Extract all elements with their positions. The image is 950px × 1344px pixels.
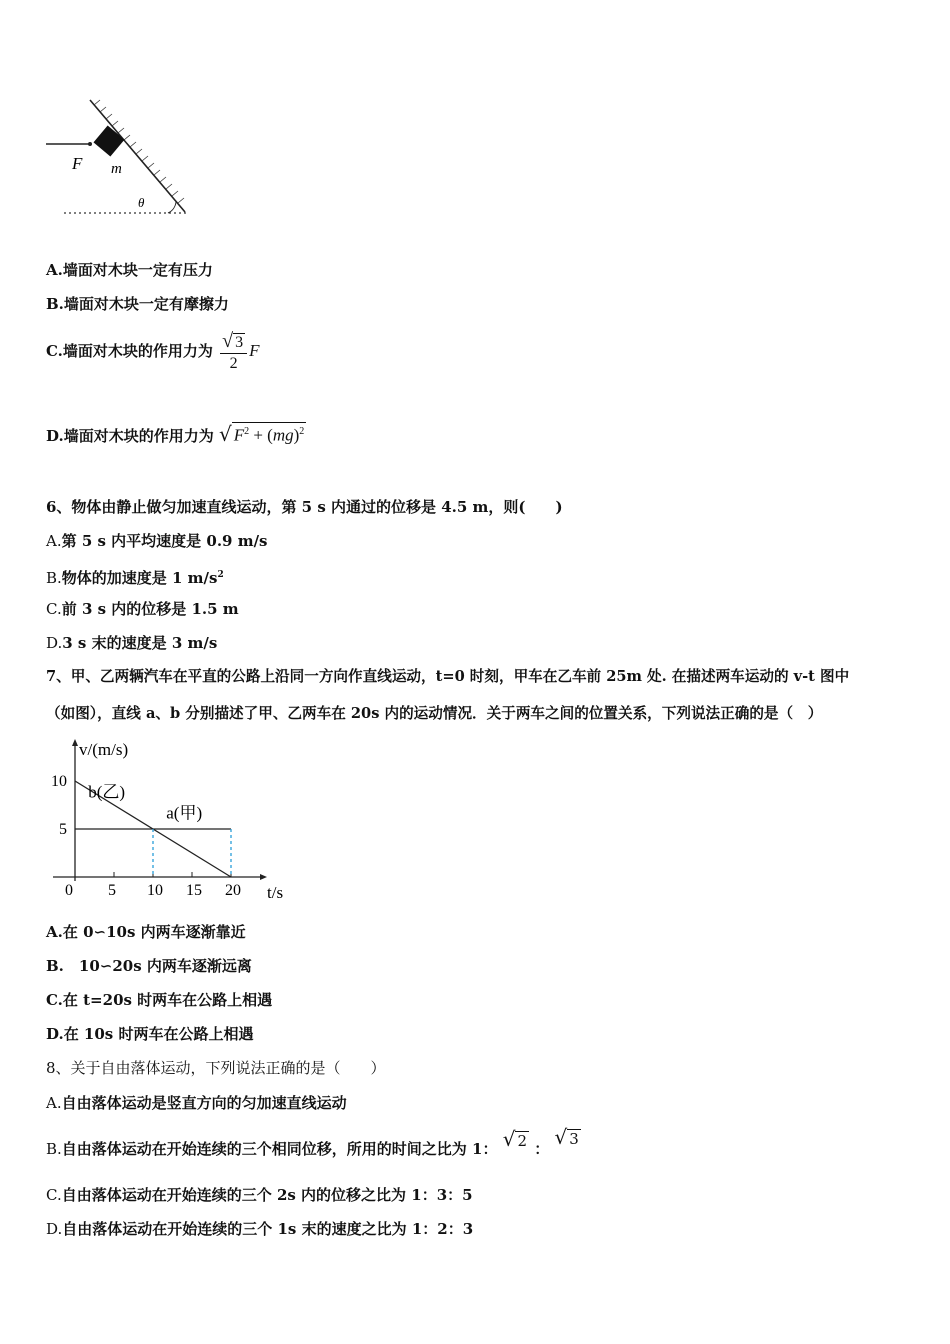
sqrt-expression: √ $F^2 + (mg)^2$ xyxy=(218,422,305,446)
x-axis-label: t/s xyxy=(267,883,284,902)
block-m xyxy=(94,126,125,157)
q5-option-a[interactable]: A.墙面对木块一定有压力 xyxy=(46,261,213,279)
q8-option-a[interactable]: A.自由落体运动是竖直方向的匀加速直线运动 xyxy=(46,1094,347,1112)
q7-stem-line2: （如图），直线 a、b 分别描述了甲、乙两车在 20s 内的运动情况．关于两车之间的位置关系，下列说法正确的是（ ） xyxy=(46,705,823,722)
x-tick-label: 0 xyxy=(65,882,73,899)
fraction-sqrt3-over-2: $\frac{√ 3}{2}$ xyxy=(220,331,247,374)
angle-label: θ xyxy=(138,195,145,210)
q6-stem: 6、物体由静止做匀加速直线运动，第 5 s 内通过的位移是 4.5 m，则( ) xyxy=(46,498,563,516)
x-tick-label: 20 xyxy=(225,882,241,899)
q5-option-d[interactable]: D.墙面对木块的作用力为 √ $F^2 + (mg)^2$ xyxy=(46,422,305,446)
x-tick-label: 15 xyxy=(186,882,202,899)
x-tick-label: 10 xyxy=(147,882,163,899)
y-tick-label: 5 xyxy=(59,821,67,838)
x-tick-label: 5 xyxy=(108,882,116,899)
q7-option-d[interactable]: D.在 10s 时两车在公路上相遇 xyxy=(46,1025,254,1043)
incline-block-figure xyxy=(40,95,200,225)
q6-option-d[interactable]: D.3 s 末的速度是 3 m/s xyxy=(46,634,218,652)
q7-option-b[interactable]: B. 10∽20s 内两车逐渐远离 xyxy=(46,957,252,975)
chart-labels xyxy=(51,740,283,902)
q6-option-a[interactable]: A.第 5 s 内平均速度是 0.9 m/s xyxy=(46,532,268,550)
q7-option-c[interactable]: C.在 t=20s 时两车在公路上相遇 xyxy=(46,991,273,1009)
x-axis-arrow xyxy=(260,874,267,880)
y-axis-arrow xyxy=(72,739,78,746)
series-label-b: b(乙) xyxy=(88,782,126,802)
q8-option-c[interactable]: C.自由落体运动在开始连续的三个 2s 内的位移之比为 1：3：5 xyxy=(46,1186,473,1204)
series-label-a: a(甲) xyxy=(166,803,203,823)
q6-option-b[interactable]: B.物体的加速度是 1 $m/s^2$ xyxy=(46,569,224,587)
q8-stem: 8、关于自由落体运动，下列说法正确的是（ ） xyxy=(46,1059,386,1077)
sqrt3: √ 3 xyxy=(554,1125,579,1149)
q5-option-b[interactable]: B.墙面对木块一定有摩擦力 xyxy=(46,295,229,313)
q8-option-d[interactable]: D.自由落体运动在开始连续的三个 1s 末的速度之比为 1：2：3 xyxy=(46,1220,474,1238)
y-axis-label: v/(m/s) xyxy=(79,740,129,759)
chart-axes xyxy=(53,739,267,881)
q7-stem-line1: 7、甲、乙两辆汽车在平直的公路上沿同一方向作直线运动，t=0 时刻，甲车在乙车前 25m 处. 在描述两车运动的 v-t 图中 xyxy=(46,668,850,685)
mass-label: m xyxy=(111,161,122,177)
q8-option-b[interactable]: B.自由落体运动在开始连续的三个相同位移，所用的时间之比为 1： √ 2 ： √ 3 xyxy=(46,1125,579,1158)
sqrt2: √ 2 xyxy=(502,1127,527,1151)
q6-option-c[interactable]: C.前 3 s 内的位移是 1.5 m xyxy=(46,600,239,618)
q5-option-c[interactable]: C.墙面对木块的作用力为 $\frac{√ 3}{2}$ F xyxy=(46,329,260,372)
force-label: F xyxy=(72,154,83,173)
vt-chart xyxy=(40,735,300,905)
q7-option-a[interactable]: A.在 0∽10s 内两车逐渐靠近 xyxy=(46,923,246,941)
y-tick-label: 10 xyxy=(51,773,67,790)
